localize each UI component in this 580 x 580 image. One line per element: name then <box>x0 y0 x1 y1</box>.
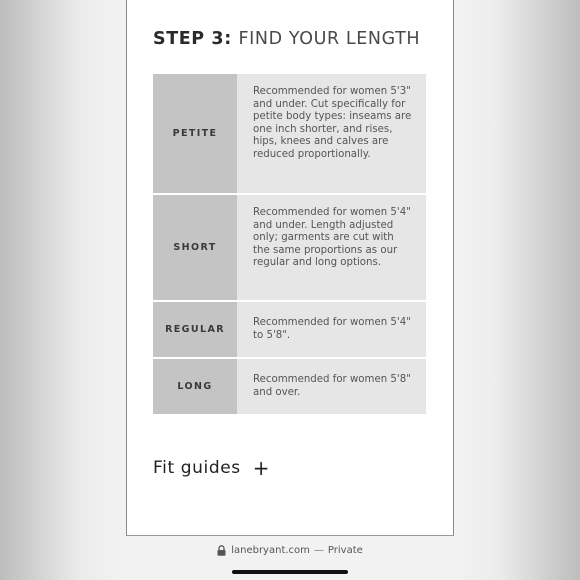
page-title <box>153 30 443 48</box>
browser-private-mode: Private <box>327 545 363 556</box>
plus-icon[interactable]: + <box>252 456 270 480</box>
length-description: Recommended for women 5'4" to 5'8". <box>237 302 426 357</box>
browser-domain: lanebryant.com <box>231 545 310 556</box>
home-indicator[interactable] <box>232 570 348 574</box>
product-page <box>126 0 454 536</box>
length-label: SHORT <box>153 195 237 300</box>
length-row-short <box>153 195 426 302</box>
length-guide-table <box>153 74 426 416</box>
length-description: Recommended for women 5'8" and over. <box>237 359 426 414</box>
step-title: FIND YOUR LENGTH <box>238 29 421 49</box>
length-description: Recommended for women 5'3" and under. Cut specifically for petite body types: inseams are one inch shorter, and rises, hips, knees and calves are reduced proportionally. <box>237 74 426 193</box>
lock-icon <box>217 545 226 556</box>
length-label: LONG <box>153 359 237 414</box>
length-label: PETITE <box>153 74 237 193</box>
browser-address-bar[interactable] <box>0 545 580 556</box>
fit-guides-label: Fit guides <box>153 458 241 478</box>
browser-separator: — <box>313 545 324 556</box>
length-description: Recommended for women 5'4" and under. Length adjusted only; garments are cut with the same proportions as our regular and long options. <box>237 195 426 300</box>
length-row-long <box>153 359 426 416</box>
length-row-regular <box>153 302 426 359</box>
length-row-petite <box>153 74 426 195</box>
length-label: REGULAR <box>153 302 237 357</box>
step-number: STEP 3: <box>153 29 232 49</box>
fit-guides-toggle[interactable] <box>153 458 270 478</box>
